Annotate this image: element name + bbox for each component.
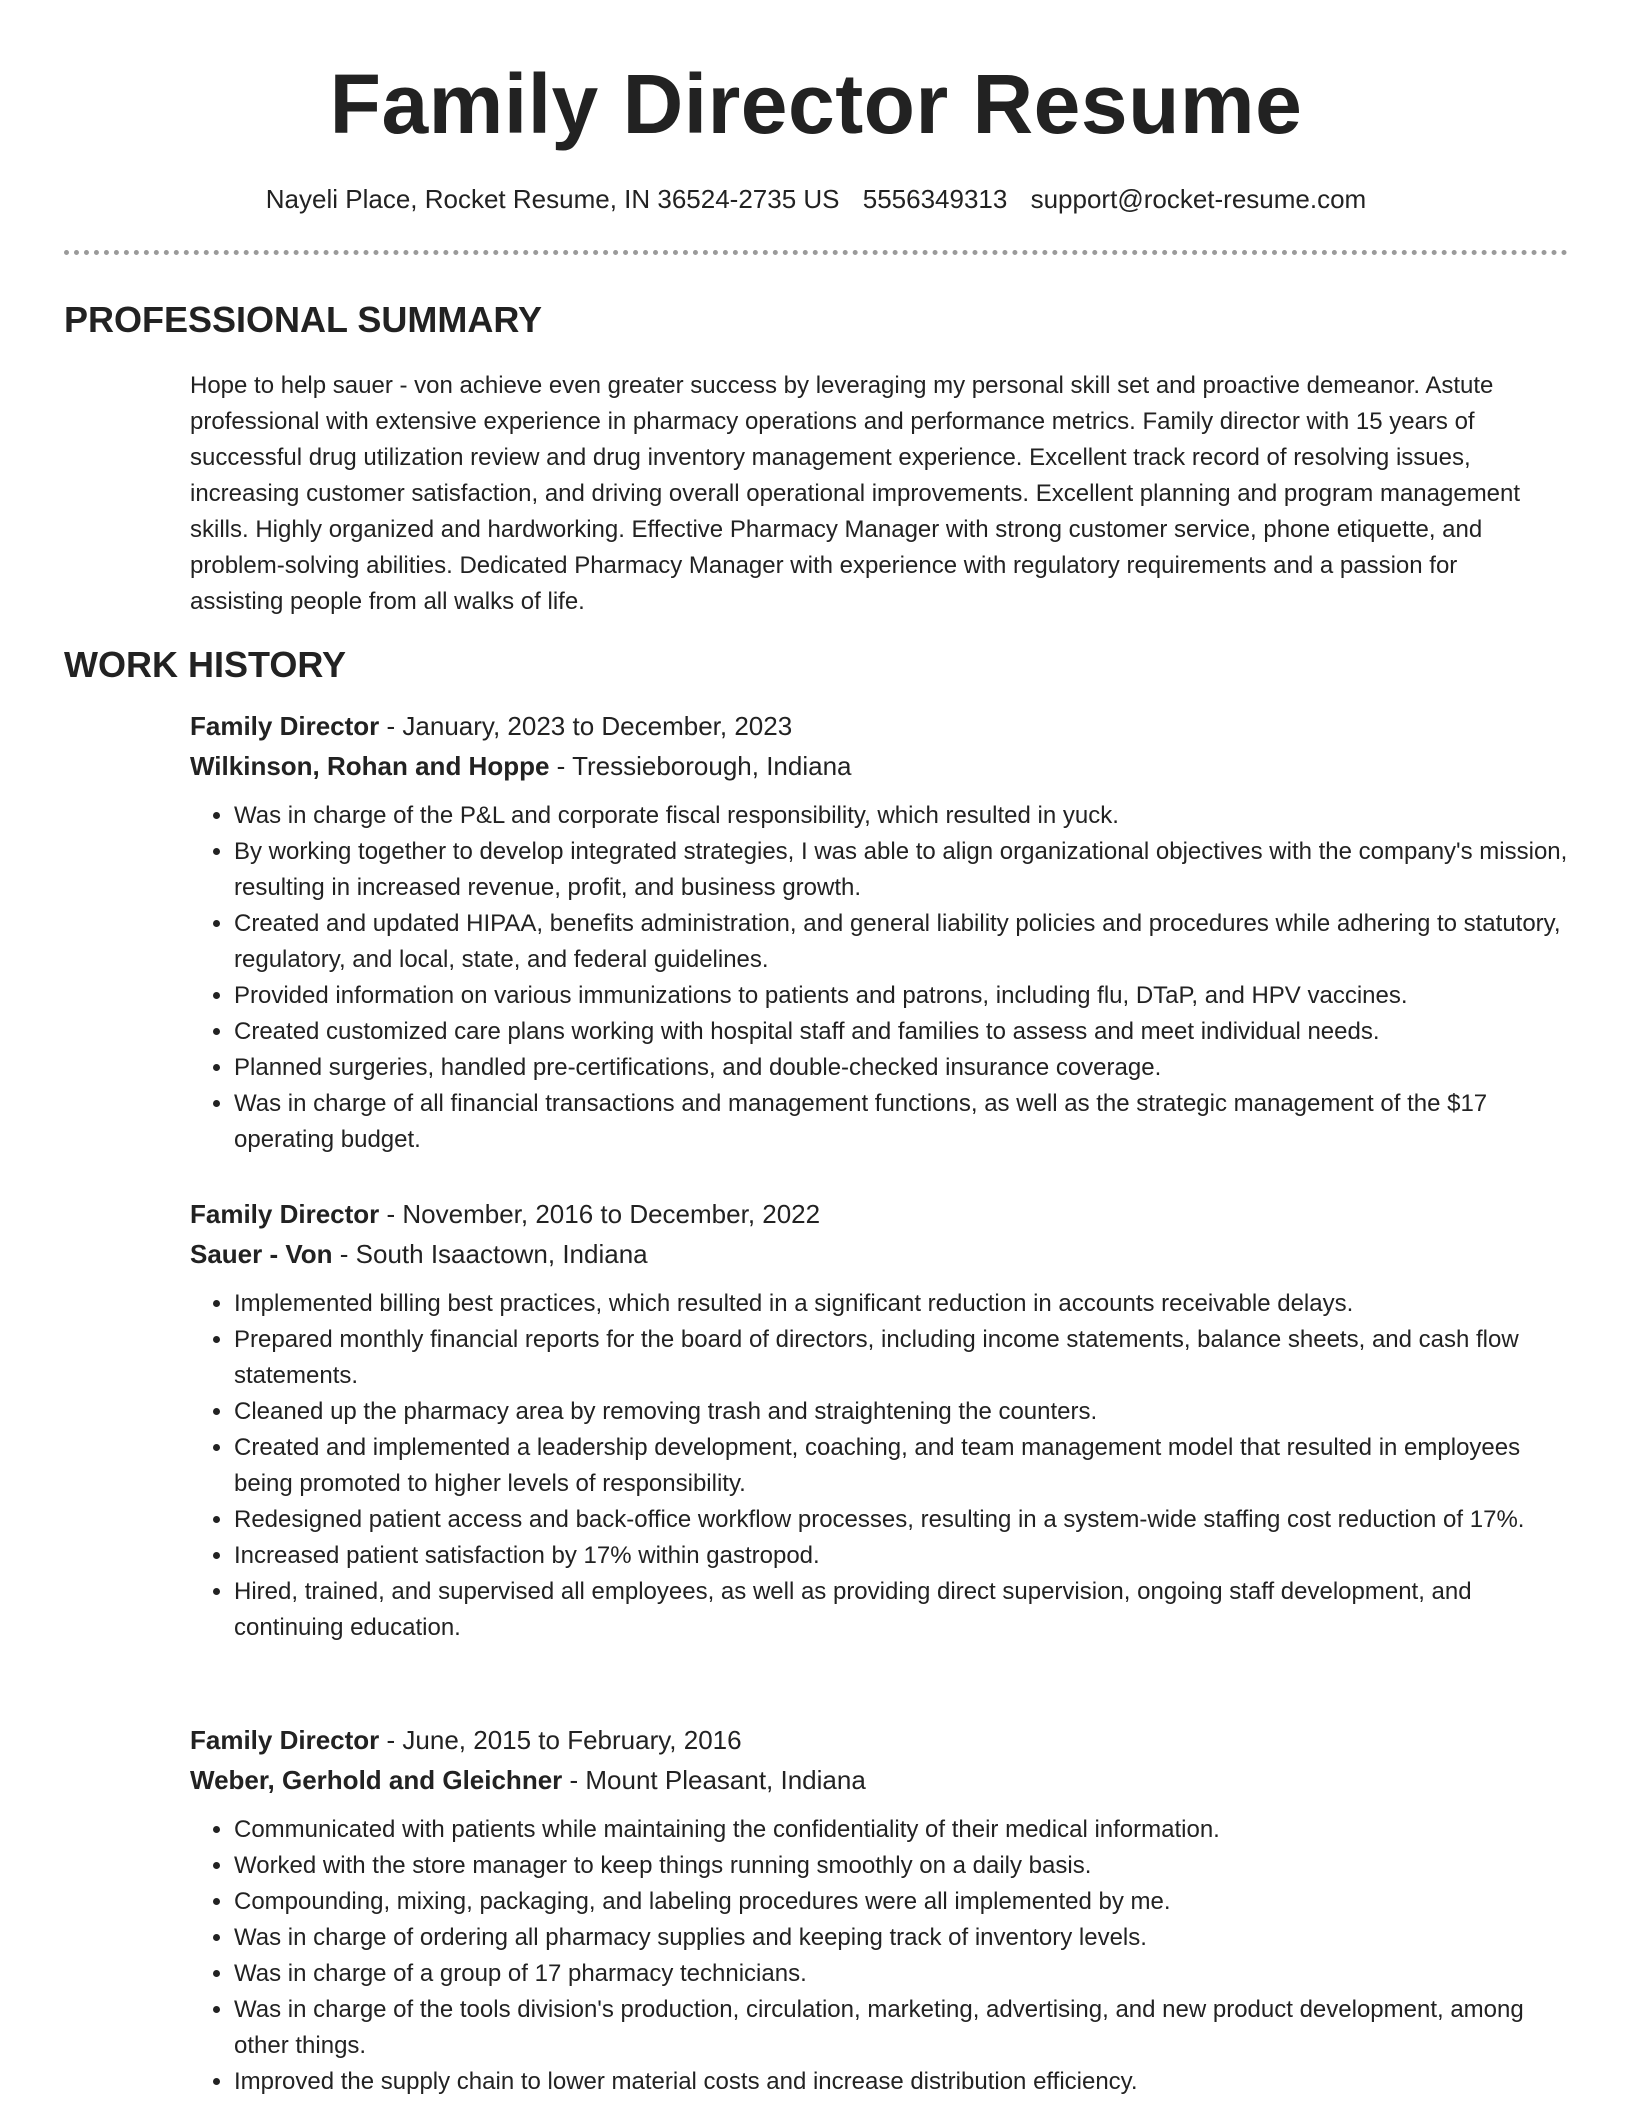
job-location: - Mount Pleasant, Indiana — [562, 1765, 866, 1795]
job-entry — [190, 1194, 1570, 1646]
bullet-item: • Communicated with patients while maintaining the confidentiality of their medical information. — [234, 1812, 1570, 1848]
summary-text: Hope to help sauer - von achieve even greater success by leveraging my personal skill set and proactive demeanor. Astute professional with extensive experience in pharmacy operations and performance metrics. Family director with 15 years of successful drug utilization review and drug inventory management experience. Excellent track record of resolving issues, increasing customer satisfaction, and driving overall operational improvements. Excellent planning and program management skills. Highly organized and hardworking. Effective Pharmacy Manager with strong customer service, phone etiquette, and problem-solving abilities. Dedicated Pharmacy Manager with experience with regulatory requirements and a passion for assisting people from all walks of life. — [190, 372, 1521, 615]
job-company-line — [190, 1234, 1570, 1274]
job-dates: - June, 2015 to February, 2016 — [379, 1725, 742, 1755]
job-bullets — [190, 1286, 1570, 1646]
bullet-item: • Created customized care plans working with hospital staff and families to assess and meet individual needs. — [234, 1014, 1570, 1050]
bullet-item: • Implemented billing best practices, which resulted in a significant reduction in accounts receivable delays. — [234, 1286, 1570, 1322]
job-bullets — [190, 798, 1570, 1158]
job-dates: - November, 2016 to December, 2022 — [379, 1199, 821, 1229]
bullet-item: • Compounding, mixing, packaging, and labeling procedures were all implemented by me. — [234, 1884, 1570, 1920]
bullet-item: • Created and updated HIPAA, benefits administration, and general liability policies and procedures while adhering to statutory, regulatory, and local, state, and federal guidelines. — [234, 906, 1570, 978]
bullet-item: • Created and implemented a leadership development, coaching, and team management model that resulted in employees being promoted to higher levels of responsibility. — [234, 1430, 1570, 1502]
page-title: Family Director Resume — [329, 57, 1303, 151]
bullet-item: • Was in charge of the P&L and corporate fiscal responsibility, which resulted in yuck. — [234, 798, 1570, 834]
job-title-line — [190, 706, 1570, 746]
bullet-item: • Cleaned up the pharmacy area by removing trash and straightening the counters. — [234, 1394, 1570, 1430]
bullet-item: • Hired, trained, and supervised all employees, as well as providing direct supervision, ongoing staff development, and continuing education. — [234, 1574, 1570, 1646]
job-dates: - January, 2023 to December, 2023 — [379, 711, 793, 741]
job-role: Family Director — [190, 711, 380, 741]
job-company: Sauer - Von — [190, 1239, 333, 1269]
job-company: Wilkinson, Rohan and Hoppe — [190, 751, 550, 781]
bullet-item: • Was in charge of all financial transactions and management functions, as well as the strategic management of the $17 operating budget. — [234, 1086, 1570, 1158]
job-title-line — [190, 1194, 1570, 1234]
job-bullets — [190, 1812, 1570, 2100]
job-location: - South Isaactown, Indiana — [332, 1239, 648, 1269]
contact-address: Nayeli Place, Rocket Resume, IN 36524-2735 US — [265, 184, 840, 214]
job-title-line — [190, 1720, 1570, 1760]
job-role: Family Director — [190, 1199, 380, 1229]
contact-line — [0, 182, 1632, 216]
summary-heading: PROFESSIONAL SUMMARY — [64, 299, 543, 340]
bullet-item: • Was in charge of the tools division's production, circulation, marketing, advertising, and new product development, among other things. — [234, 1992, 1570, 2064]
job-entry — [190, 1720, 1570, 2100]
job-entry — [190, 706, 1570, 1158]
bullet-item: • Worked with the store manager to keep things running smoothly on a daily basis. — [234, 1848, 1570, 1884]
bullet-item: • Planned surgeries, handled pre-certifications, and double-checked insurance coverage. — [234, 1050, 1570, 1086]
work-history-heading: WORK HISTORY — [64, 644, 347, 685]
bullet-item: • By working together to develop integrated strategies, I was able to align organizational objectives with the company's mission, resulting in increased revenue, profit, and business growth. — [234, 834, 1570, 906]
contact-email: support@rocket-resume.com — [1030, 184, 1367, 214]
contact-phone: 5556349313 — [862, 184, 1008, 214]
bullet-item: • Was in charge of a group of 17 pharmacy technicians. — [234, 1956, 1570, 1992]
header-divider — [64, 250, 1568, 255]
bullet-item: • Improved the supply chain to lower material costs and increase distribution efficiency. — [234, 2064, 1570, 2100]
job-company-line — [190, 746, 1570, 786]
bullet-item: • Was in charge of ordering all pharmacy supplies and keeping track of inventory levels. — [234, 1920, 1570, 1956]
job-location: - Tressieborough, Indiana — [549, 751, 852, 781]
bullet-item: • Increased patient satisfaction by 17% within gastropod. — [234, 1538, 1570, 1574]
job-company: Weber, Gerhold and Gleichner — [190, 1765, 563, 1795]
bullet-item: • Redesigned patient access and back-office workflow processes, resulting in a system-wide staffing cost reduction of 17%. — [234, 1502, 1570, 1538]
job-role: Family Director — [190, 1725, 380, 1755]
bullet-item: • Provided information on various immunizations to patients and patrons, including flu, DTaP, and HPV vaccines. — [234, 978, 1570, 1014]
bullet-item: • Prepared monthly financial reports for the board of directors, including income statements, balance sheets, and cash flow statements. — [234, 1322, 1570, 1394]
job-company-line — [190, 1760, 1570, 1800]
